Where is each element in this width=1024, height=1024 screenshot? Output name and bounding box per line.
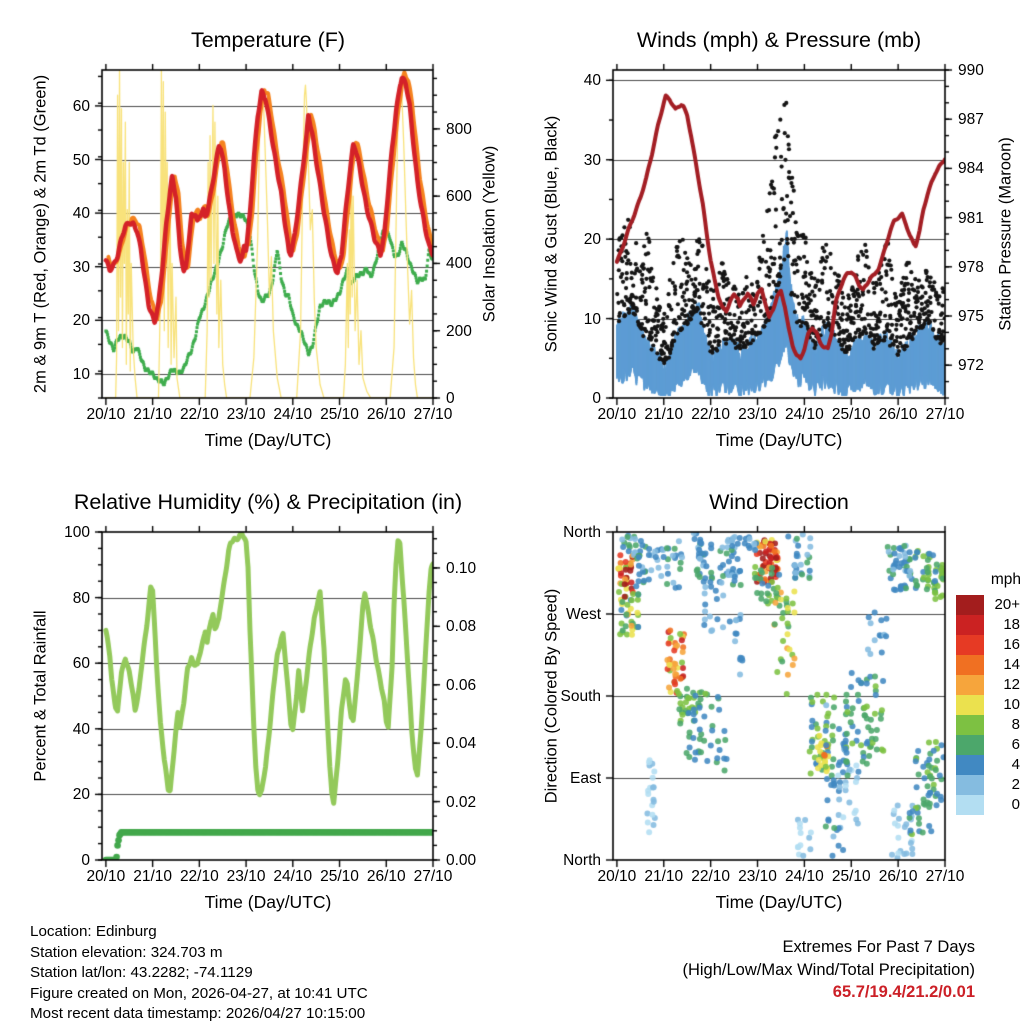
tick-label: 20 xyxy=(72,312,90,330)
tick-label: 21/10 xyxy=(133,868,172,885)
tick-label: 24/10 xyxy=(784,868,824,885)
tick-label: 987 xyxy=(958,111,984,129)
tick-label: 30 xyxy=(72,258,90,276)
tick-label: 0 xyxy=(592,390,601,407)
tick-label: 20/10 xyxy=(86,406,126,423)
tick-label: 26/10 xyxy=(878,406,918,423)
temperature-title: Temperature (F) xyxy=(190,28,346,52)
colorbar-swatch xyxy=(956,695,984,715)
tick-label: 40 xyxy=(72,205,90,223)
tick-label: North xyxy=(563,524,601,541)
tick-label: 50 xyxy=(72,151,90,169)
tick-label: 0.08 xyxy=(446,618,477,636)
extremes-title: Extremes For Past 7 Days xyxy=(782,938,975,956)
tick-label: 26/10 xyxy=(366,406,406,423)
temperature-yaxis-left-label: 2m & 9m T (Red, Orange) & 2m Td (Green) xyxy=(31,74,50,394)
tick-label: 23/10 xyxy=(226,406,266,423)
tick-label: 400 xyxy=(446,255,472,273)
tick-label: 27/10 xyxy=(925,406,965,423)
humidity-xaxis-label: Time (Day/UTC) xyxy=(204,892,332,912)
tick-label: North xyxy=(563,852,601,869)
colorbar-swatch xyxy=(956,755,984,775)
tick-label: 0.06 xyxy=(446,676,477,694)
tick-label: 23/10 xyxy=(738,406,777,423)
colorbar-label: 20+ xyxy=(994,596,1020,613)
tick-label: 0.04 xyxy=(446,735,477,753)
tick-label: 24/10 xyxy=(273,406,313,423)
station-info-block xyxy=(30,922,368,1024)
humidity-yaxis-left-label: Percent & Total Rainfall xyxy=(31,610,50,782)
tick-label: 22/10 xyxy=(179,868,219,885)
tick-label: 60 xyxy=(72,97,90,115)
tick-label: 60 xyxy=(72,655,90,673)
winds-pressure-title: Winds (mph) & Pressure (mb) xyxy=(636,28,922,52)
tick-label: 23/10 xyxy=(738,868,777,885)
tick-label: 0.00 xyxy=(446,852,477,869)
colorbar-swatch xyxy=(956,675,984,695)
tick-label: 10 xyxy=(72,365,90,383)
colorbar-label: 4 xyxy=(1011,756,1020,773)
tick-label: 27/10 xyxy=(925,868,965,885)
tick-label: 20/10 xyxy=(597,406,637,423)
colorbar-label: 8 xyxy=(1011,716,1020,733)
tick-label: 24/10 xyxy=(273,868,313,885)
tick-label: 23/10 xyxy=(226,868,266,885)
tick-label: East xyxy=(569,770,601,787)
tick-label: 25/10 xyxy=(831,406,871,423)
figure-created-timestamp: Figure created on Mon, 2026-04-27, at 10:41 UTC xyxy=(30,984,368,1002)
colorbar-swatch xyxy=(956,635,984,655)
tick-label: 26/10 xyxy=(878,868,918,885)
colorbar-label: 12 xyxy=(1003,676,1020,693)
tick-label: 26/10 xyxy=(366,868,406,885)
tick-label: 600 xyxy=(446,188,472,206)
tick-label: 975 xyxy=(958,308,984,325)
tick-label: 990 xyxy=(958,62,984,79)
colorbar-swatch xyxy=(956,615,984,635)
tick-label: 20 xyxy=(72,786,90,804)
tick-label: 27/10 xyxy=(413,406,453,423)
colorbar-swatch xyxy=(956,595,984,615)
tick-label: 200 xyxy=(446,322,472,340)
tick-label: 100 xyxy=(64,524,90,541)
tick-label: 10 xyxy=(583,310,601,328)
tick-label: 0 xyxy=(446,390,455,407)
tick-label: 80 xyxy=(72,589,90,607)
tick-label: South xyxy=(560,688,601,705)
tick-label: 22/10 xyxy=(691,406,731,423)
tick-label: 0.02 xyxy=(446,793,477,811)
extremes-block xyxy=(600,936,975,1004)
tick-label: 20/10 xyxy=(86,868,126,885)
tick-label: West xyxy=(565,606,601,623)
tick-label: 984 xyxy=(958,160,984,178)
tick-label: 22/10 xyxy=(691,868,731,885)
tick-label: 27/10 xyxy=(413,868,453,885)
tick-label: 800 xyxy=(446,120,472,138)
tick-label: 22/10 xyxy=(179,406,219,423)
colorbar-title: mph xyxy=(990,571,1021,588)
tick-label: 20/10 xyxy=(597,868,637,885)
colorbar-swatch xyxy=(956,795,984,815)
tick-label: 981 xyxy=(958,209,984,227)
colorbar-swatch xyxy=(956,735,984,755)
tick-label: 0 xyxy=(81,852,90,869)
temperature-xaxis-label: Time (Day/UTC) xyxy=(204,430,332,450)
colorbar-label: 18 xyxy=(1003,616,1020,633)
station-latlon: Station lat/lon: 43.2282; -74.1129 xyxy=(30,964,253,981)
direction-yaxis-left-label: Direction (Colored By Speed) xyxy=(542,588,561,804)
tick-label: 20 xyxy=(583,231,601,249)
colorbar-label: 0 xyxy=(1011,796,1020,813)
station-location: Location: Edinburg xyxy=(30,923,157,940)
tick-label: 21/10 xyxy=(644,406,684,423)
extremes-subtitle: (High/Low/Max Wind/Total Precipitation) xyxy=(682,960,975,979)
colorbar-swatch xyxy=(956,655,984,675)
colorbar-swatch xyxy=(956,775,984,795)
pressure-yaxis-right-label: Station Pressure (Maroon) xyxy=(996,137,1015,331)
tick-label: 40 xyxy=(583,72,601,90)
colorbar-label: 6 xyxy=(1011,736,1020,753)
station-elevation: Station elevation: 324.703 m xyxy=(30,943,223,961)
tick-label: 21/10 xyxy=(644,868,684,885)
tick-label: 21/10 xyxy=(133,406,172,423)
tick-label: 978 xyxy=(958,258,984,276)
tick-label: 24/10 xyxy=(784,406,824,423)
tick-label: 972 xyxy=(958,357,984,375)
tick-label: 25/10 xyxy=(320,868,359,885)
colorbar-swatch xyxy=(956,715,984,735)
winds-xaxis-label: Time (Day/UTC) xyxy=(715,430,843,450)
wind-direction-title: Wind Direction xyxy=(709,490,849,514)
recent-data-timestamp: Most recent data timestamp: 2026/04/27 10:15:00 xyxy=(30,1005,366,1022)
tick-label: 30 xyxy=(583,151,601,169)
wind-yaxis-left-label: Sonic Wind & Gust (Blue, Black) xyxy=(542,115,561,353)
tick-label: 25/10 xyxy=(320,406,359,423)
tick-label: 0.10 xyxy=(446,559,477,577)
tick-label: 40 xyxy=(72,720,90,738)
colorbar-label: 2 xyxy=(1011,776,1020,793)
solar-yaxis-right-label: Solar Insolation (Yellow) xyxy=(480,145,499,323)
tick-label: 25/10 xyxy=(831,868,871,885)
colorbar-label: 14 xyxy=(1003,656,1020,673)
humidity-precip-title: Relative Humidity (%) & Precipitation (in) xyxy=(73,490,463,514)
extremes-values: 65.7/19.4/21.2/0.01 xyxy=(832,983,975,1001)
colorbar-label: 10 xyxy=(1003,696,1020,713)
wind-direction-xaxis-label: Time (Day/UTC) xyxy=(715,892,843,912)
colorbar-label: 16 xyxy=(1003,636,1020,653)
